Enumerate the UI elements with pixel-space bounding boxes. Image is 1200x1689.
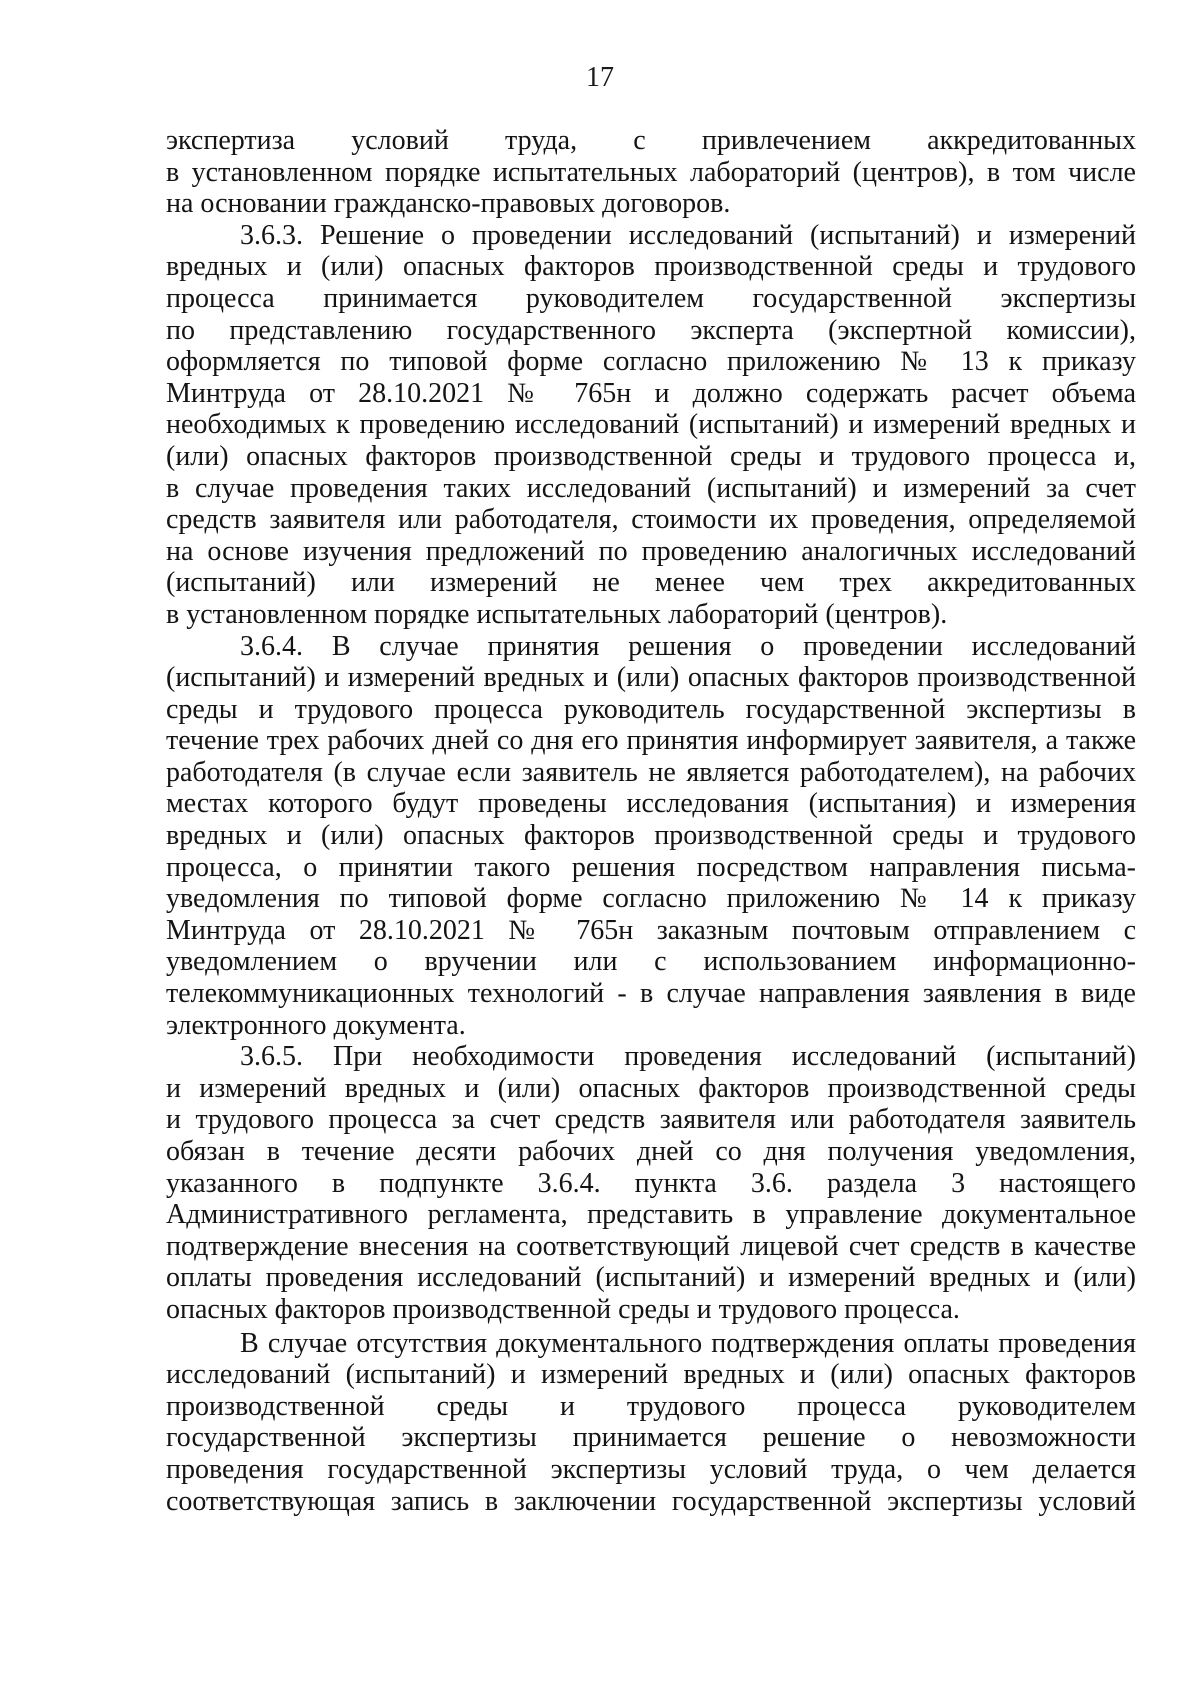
text-line: вредных и (или) опасных факторов производственной среды и трудового <box>166 251 1136 283</box>
text-line: течение трех рабочих дней со дня его принятия информирует заявителя, а также <box>166 725 1136 757</box>
text-line: необходимых к проведению исследований (испытаний) и измерений вредных и <box>166 409 1136 441</box>
text-line: 3.6.4. В случае принятия решения о проведении исследований <box>240 630 1136 662</box>
text-line: на основе изучения предложений по проведению аналогичных исследований <box>166 535 1136 567</box>
text-line: соответствующая запись в заключении государственной экспертизы условий <box>166 1485 1136 1517</box>
text-line: и трудового процесса за счет средств заявителя или работодателя заявитель <box>166 1104 1136 1136</box>
text-line: экспертиза условий труда, с привлечением аккредитованных <box>166 125 1136 156</box>
text-line: местах которого будут проведены исследования (испытания) и измерения <box>166 788 1136 820</box>
body-text <box>166 125 1136 1517</box>
text-line: исследований (испытаний) и измерений вредных и (или) опасных факторов <box>166 1359 1136 1391</box>
text-line: среды и трудового процесса руководитель государственной экспертизы в <box>166 693 1136 725</box>
text-line: на основании гражданско-правовых договоров. <box>166 188 731 220</box>
text-line: в установленном порядке испытательных лабораторий (центров). <box>166 598 948 630</box>
text-line: работодателя (в случае если заявитель не является работодателем), на рабочих <box>166 756 1136 788</box>
text-line: уведомлением о вручении или с использованием информационно- <box>166 946 1136 978</box>
text-line: Административного регламента, представить в управление документальное <box>166 1199 1136 1231</box>
text-line: подтверждение внесения на соответствующий лицевой счет средств в качестве <box>166 1230 1136 1262</box>
text-line: процесса принимается руководителем государственной экспертизы <box>166 282 1136 314</box>
text-line: средств заявителя или работодателя, стоимости их проведения, определяемой <box>166 504 1136 536</box>
text-line: телекоммуникационных технологий - в случае направления заявления в виде <box>166 978 1136 1010</box>
text-line: оформляется по типовой форме согласно приложению № 13 к приказу <box>166 346 1136 378</box>
text-line: Минтруда от 28.10.2021 № 765н и должно содержать расчет объема <box>166 377 1136 409</box>
text-line: государственной экспертизы принимается решение о невозможности <box>166 1422 1136 1454</box>
page-number: 17 <box>586 62 614 93</box>
text-line: (испытаний) и измерений вредных и (или) опасных факторов производственной <box>166 662 1136 694</box>
text-line: и измерений вредных и (или) опасных факторов производственной среды <box>166 1072 1136 1104</box>
text-line: 3.6.3. Решение о проведении исследований (испытаний) и измерений <box>240 219 1136 251</box>
text-line: электронного документа. <box>166 1009 466 1041</box>
text-line: В случае отсутствия документального подтверждения оплаты проведения <box>240 1327 1136 1359</box>
text-line: в случае проведения таких исследований (испытаний) и измерений за счет <box>166 472 1136 504</box>
text-line: уведомления по типовой форме согласно приложению № 14 к приказу <box>166 883 1136 915</box>
text-line: опасных факторов производственной среды и трудового процесса. <box>166 1293 960 1325</box>
text-line: производственной среды и трудового процесса руководителем <box>166 1390 1136 1422</box>
text-line: указанного в подпункте 3.6.4. пункта 3.6. раздела 3 настоящего <box>166 1167 1136 1199</box>
text-line: обязан в течение десяти рабочих дней со дня получения уведомления, <box>166 1136 1136 1167</box>
text-line: процесса, о принятии такого решения посредством направления письма- <box>166 851 1136 883</box>
text-line: оплаты проведения исследований (испытаний) и измерений вредных и (или) <box>166 1262 1136 1294</box>
text-line: по представлению государственного эксперта (экспертной комиссии), <box>166 314 1136 346</box>
text-line: 3.6.5. При необходимости проведения исследований (испытаний) <box>240 1041 1136 1073</box>
text-line: Минтруда от 28.10.2021 № 765н заказным почтовым отправлением с <box>166 914 1136 946</box>
text-line: (или) опасных факторов производственной среды и трудового процесса и, <box>166 440 1136 472</box>
text-line: (испытаний) или измерений не менее чем трех аккредитованных <box>166 567 1136 599</box>
text-line: в установленном порядке испытательных лабораторий (центров), в том числе <box>166 156 1136 188</box>
text-line: вредных и (или) опасных факторов производственной среды и трудового <box>166 820 1136 852</box>
text-line: проведения государственной экспертизы условий труда, о чем делается <box>166 1453 1136 1485</box>
